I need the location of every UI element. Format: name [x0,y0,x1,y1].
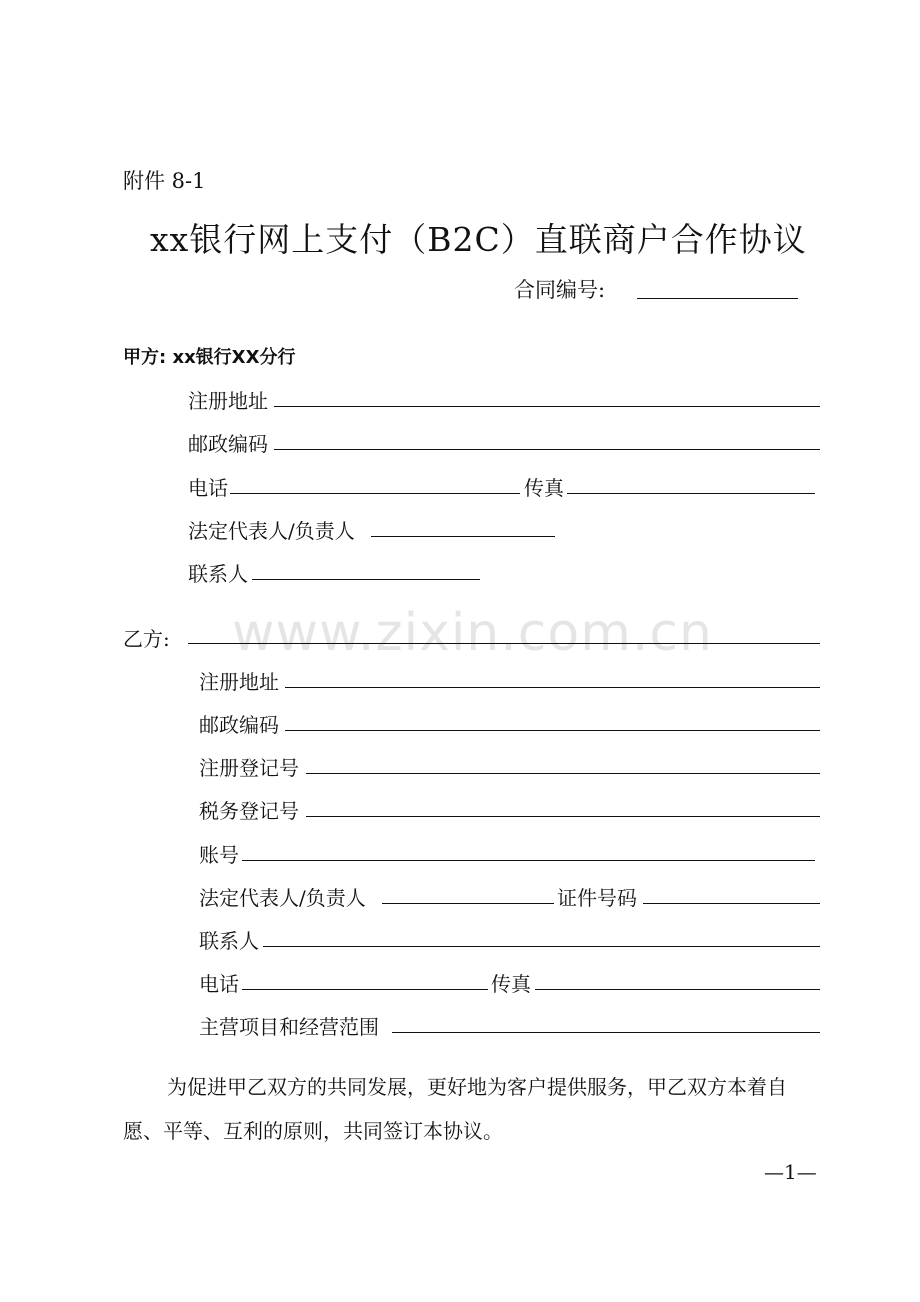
party-b-account-field[interactable] [242,860,815,861]
party-b-reg-address-label: 注册地址 [199,670,279,694]
party-b-contact-label: 联系人 [199,929,259,953]
document-title: xx银行网上支付（B2C）直联商户合作协议 [150,220,807,259]
party-a-fax-label: 传真 [524,476,564,500]
party-a-heading: 甲方: xx银行XX分行 [123,347,296,368]
party-b-business-scope-label: 主营项目和经营范围 [199,1015,379,1039]
party-b-legal-rep-label: 法定代表人/负责人 [199,886,366,910]
intro-paragraph: 为促进甲乙双方的共同发展，更好地为客户提供服务，甲乙双方本着自愿、平等、互利的原则，共同签订本协议。 [123,1075,787,1143]
watermark: www.zixin.com.cn [232,603,713,663]
party-b-account-label: 账号 [199,843,239,867]
party-b-reg-number-field[interactable] [306,773,820,774]
party-b-name-field[interactable] [188,643,820,644]
party-a-legal-rep-label: 法定代表人/负责人 [188,519,355,543]
party-b-contact-field[interactable] [263,946,820,947]
party-a-postal-code-label: 邮政编码 [188,432,268,456]
party-b-reg-number-label: 注册登记号 [199,756,299,780]
party-b-tax-number-label: 税务登记号 [199,799,299,823]
party-a-reg-address-label: 注册地址 [188,389,268,413]
party-b-id-number-field[interactable] [643,903,820,904]
party-b-postal-code-label: 邮政编码 [199,713,279,737]
party-a-phone-label: 电话 [188,476,228,500]
page-number: —1— [764,1160,817,1184]
annex-label: 附件 8-1 [123,169,206,193]
party-b-fax-label: 传真 [491,972,531,996]
party-b-fax-field[interactable] [535,989,820,990]
party-b-business-scope-field[interactable] [392,1032,820,1033]
party-a-fax-field[interactable] [567,493,815,494]
party-a-contact-field[interactable] [252,579,480,580]
party-b-phone-field[interactable] [242,989,488,990]
party-b-reg-address-field[interactable] [285,687,820,688]
party-a-reg-address-field[interactable] [274,406,820,407]
contract-number-field[interactable] [637,298,798,299]
party-b-tax-number-field[interactable] [306,816,820,817]
party-b-id-number-label: 证件号码 [557,886,637,910]
party-a-postal-code-field[interactable] [274,449,820,450]
party-a-contact-label: 联系人 [188,562,248,586]
party-b-phone-label: 电话 [199,972,239,996]
party-b-heading: 乙方: [123,627,170,651]
contract-number-label: 合同编号: [514,278,606,302]
party-b-legal-rep-field[interactable] [382,903,554,904]
party-a-legal-rep-field[interactable] [371,536,555,537]
party-a-phone-field[interactable] [230,493,520,494]
party-b-postal-code-field[interactable] [285,730,820,731]
